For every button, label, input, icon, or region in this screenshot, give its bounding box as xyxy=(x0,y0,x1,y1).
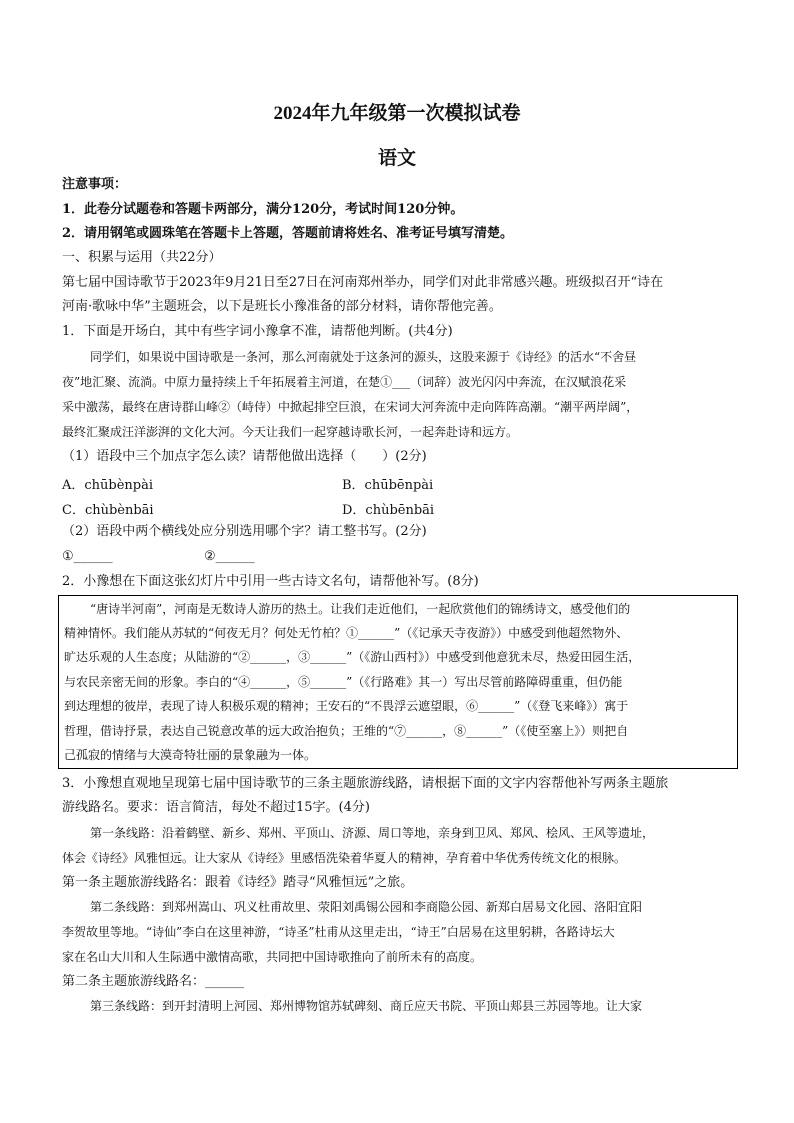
route-name: 第一条主题旅游线路名：跟着《诗经》踏寻“风雅恒远”之旅。 xyxy=(62,875,414,890)
notes-heading: 注意事项： xyxy=(62,177,128,192)
route-text: 李贺故里等地。“诗仙”李白在这里神游，“诗圣”杜甫从这里走出，“诗王”白居易在这里躬耕，各路诗坛大 xyxy=(62,925,615,939)
note-item: 1．此卷分试题卷和答题卡两部分，满分120分，考试时间120分钟。 xyxy=(62,202,464,217)
box-line: 旷达乐观的人生态度；从陆游的“②______，③______”（《游山西村》）中感受到他意犹未尽，热爱田园生活， xyxy=(64,650,641,664)
subject-title: 语文 xyxy=(377,148,416,169)
answer-blank-2: ②______ xyxy=(204,549,255,564)
option-d: D．chùbēnbāi xyxy=(342,503,435,518)
question-1-stem: 1．下面是开场白，其中有些字词小豫拿不准，请帮他判断。(共4分) xyxy=(62,324,453,339)
answer-blank-1: ①______ xyxy=(62,549,113,564)
passage-line: 同学们，如果说中国诗歌是一条河，那么河南就处于这条河的源头，这股来源于《诗经》的活水“不舍昼 xyxy=(90,350,637,364)
box-line: 与农民亲密无间的形象。李白的“④______，⑤______”（《行路难》其一）写出尽管前路障碍重重，但仍能 xyxy=(64,675,623,689)
passage-line: 最终汇聚成汪洋澎湃的文化大河。今天让我们一起穿越诗歌长河，一起奔赴诗和远方。 xyxy=(62,425,519,439)
question-2-stem: 2．小豫想在下面这张幻灯片中引用一些古诗文名句，请帮他补写。(8分) xyxy=(62,574,479,589)
route-text: 第三条线路：到开封清明上河园、郑州博物馆苏轼碑刻、商丘应天书院、平顶山郏县三苏园等地。让大家 xyxy=(90,999,643,1013)
passage-line: 采中激荡，最终在唐诗群山峰②（峙侍）中掀起排空巨浪，在宋词大河奔流中走向阵阵高潮。“潮平两岸阔”， xyxy=(62,400,639,414)
sub-question-1: （1）语段中三个加点字怎么读？请帮他做出选择（ ）(2分) xyxy=(62,449,427,464)
route-text: 家在名山大川和人生际遇中激情高歌，共同把中国诗歌推向了前所未有的高度。 xyxy=(62,950,483,964)
page-title: 2024年九年级第一次模拟试卷 xyxy=(273,103,521,124)
box-line: 到达理想的彼岸，表现了诗人积极乐观的精神；王安石的“不畏浮云遮望眼，⑥______”（《登飞来峰》）寓于 xyxy=(64,699,629,713)
box-line: 哲理，借诗抒景，表达自己锐意改革的远大政治抱负；王维的“⑦______，⑧______”（《使至塞上》）则把自 xyxy=(64,724,629,738)
section-heading: 一、积累与运用（共22分） xyxy=(62,250,222,265)
option-c: C．chùbènbāi xyxy=(62,503,154,518)
intro-line: 河南·歌咏中华”主题班会，以下是班长小豫准备的部分材料，请你帮他完善。 xyxy=(62,299,502,314)
route-text: 体会《诗经》风雅恒远。让大家从《诗经》里感悟洗染着华夏人的精神，孕育着中华优秀传统文化的根脉。 xyxy=(62,851,627,865)
route-text: 第二条线路：到郑州嵩山、巩义杜甫故里、荥阳刘禹锡公园和李商隐公园、新郑白居易文化园、洛阳宜阳 xyxy=(90,900,643,914)
note-item: 2．请用钢笔或圆珠笔在答题卡上答题，答题前请将姓名、准考证号填写清楚。 xyxy=(62,226,514,241)
route-text: 第一条线路：沿着鹤壁、新乡、郑州、平顶山、济源、周口等地，亲身到卫风、郑风、桧风、王风等遗址， xyxy=(90,826,655,840)
question-3-stem: 游线路名。要求：语言简洁，每处不超过15字。(4分) xyxy=(62,800,370,815)
box-line: 精神情怀。我们能从苏轼的“何夜无月？何处无竹柏？①______”（《记承天寺夜游》）中感受到他超然物外、 xyxy=(64,626,629,640)
box-line: 己孤寂的情绪与大漠奇特壮丽的景象融为一体。 xyxy=(64,748,317,762)
sub-question-2: （2）语段中两个横线处应分别选用哪个字？请工整书写。(2分) xyxy=(62,524,427,539)
passage-line: 夜”地汇聚、流淌。中原力量持续上千年拓展着主河道，在楚①___（词辞）波光闪闪中奔流，在汉赋浪花采 xyxy=(62,375,627,389)
option-b: B．chūbēnpài xyxy=(342,478,434,493)
option-a: A．chūbènpài xyxy=(62,478,154,493)
question-3-stem: 3．小豫想直观地呈现第七届中国诗歌节的三条主题旅游线路，请根据下面的文字内容帮他补写两条主题旅 xyxy=(62,776,669,791)
route-name: 第二条主题旅游线路名：______ xyxy=(62,974,245,989)
intro-line: 第七届中国诗歌节于2023年9月21日至27日在河南郑州举办，同学们对此非常感兴趣。班级拟召开“诗在 xyxy=(62,275,664,290)
box-line: “唐诗半河南”，河南是无数诗人游历的热土。让我们走近他们，一起欣赏他们的锦绣诗文，感受他们的 xyxy=(90,602,631,616)
